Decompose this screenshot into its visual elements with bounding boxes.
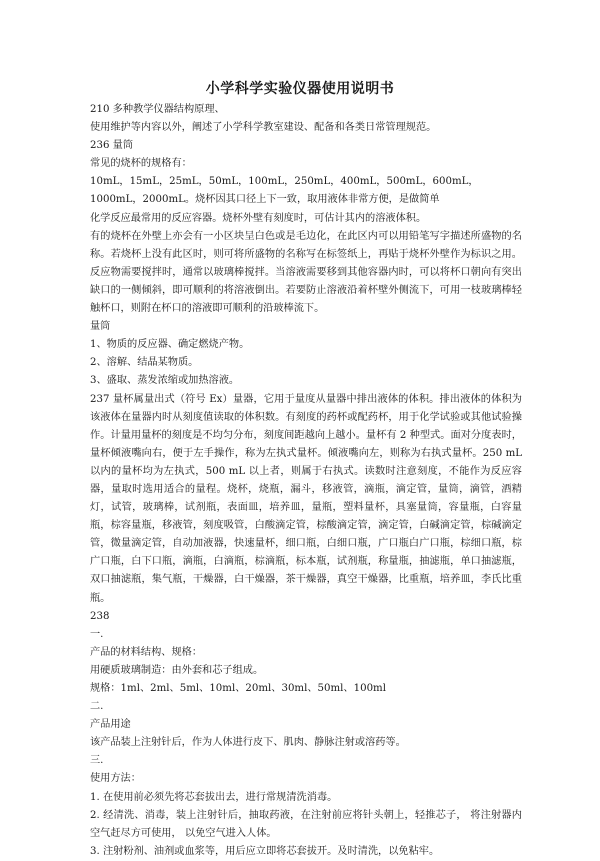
list-item: 1、物质的反应器、确定燃烧产物。 xyxy=(90,339,250,351)
section-heading-238: 238 xyxy=(90,610,110,622)
section-number: 三. xyxy=(90,755,104,767)
text-line: 10mL，15mL，25mL，50mL，100mL，250mL，400mL，500mL，600mL， xyxy=(90,176,479,188)
document-title: 小学科学实验仪器使用说明书 xyxy=(205,81,395,97)
text-line: 210 多种教学仪器结构原理、 xyxy=(90,104,225,115)
section-number: 二. xyxy=(90,701,104,713)
text-line: 1000mL，2000mL。烧杯因其口径上下一致，取用液体非常方便，是做简单 xyxy=(90,194,440,206)
text-line: 规格：1ml、2ml、5ml、10ml、20ml、30ml、50ml、100ml xyxy=(90,683,386,694)
text-line: 化学反应最常用的反应容器。烧杯外壁有刻度时，可估计其内的溶液体积。 xyxy=(90,212,427,224)
document-body xyxy=(90,101,522,861)
text-line: 常见的烧杯的规格有： xyxy=(90,158,192,170)
paragraph-beaker-labels: 有的烧杯在外壁上亦会有一小区块呈白色或是毛边化，在此区内可以用铅笔写字描述所盛物的名称。若烧杯上没有此区时，则可将所盛物的名称写在标签纸上，再贴于烧杯外壁作为标识之用。反应物需要搅拌时，通常以玻璃棒搅拌。当溶液需要移到其他容器内时，可以将杯口朝向有突出缺口的一侧倾斜，即可顺利的将溶液倒出。若要防止溶液沿着杯壁外侧流下，可用一枝玻璃棒轻触杯口，则附在杯口的溶液即可顺利的沿玻棒流下。 xyxy=(90,230,522,315)
text-line: 产品用途 xyxy=(90,719,131,731)
list-item: 3、盛取、蒸发浓缩或加热溶液。 xyxy=(90,375,240,387)
list-item: 2、溶解、结晶某物质。 xyxy=(90,357,199,369)
section-number: 一. xyxy=(90,628,104,640)
list-item: 3. 注射粉剂、油剂或血浆等，用后应立即将芯套拔开。及时清洗，以免粘牢。 xyxy=(90,845,440,857)
text-line: 用硬质玻璃制造：由外套和芯子组成。 xyxy=(90,664,264,676)
text-line: 产品的材料结构、规格： xyxy=(90,646,203,658)
section-heading-measuring-cylinder: 量筒 xyxy=(90,321,111,333)
paragraph-237-measuring-cup: 237 量杯属量出式（符号 Ex）量器，它用于量度从量器中排出液体的体积。排出液体的体积为该液体在量器内时从刻度值读取的体积数。有刻度的药杯或配药杯，用于化学试验或其他试验操作。计量用量杯的刻度是不均匀分布，刻度间距越向上越小。量杯有 2 种型式。面对分度表时，量杯倾液嘴向右，便于左手操作，称为左执式量杯。倾液嘴向左，则称为右执式量杯。250 mL 以内的量杯均为左执式，500 mL 以上者，则属于右执式。读数时注意刻度，不能作为反应容器，量取时选用适合的量程。烧杯，烧瓶，漏斗，移液管，滴瓶，滴定管，量筒，滴管，酒精灯，试管，玻璃棒，试剂瓶，表面皿，培养皿，量瓶，塑料量杯，具塞量筒，容量瓶，白容量瓶，棕容量瓶，移液管，刻度吸管，白酸滴定管，棕酸滴定管，滴定管，白碱滴定管，棕碱滴定管，微量滴定管，自动加液器，快速量杯，细口瓶，白细口瓶，广口瓶白广口瓶，棕细口瓶，棕广口瓶，白下口瓶，滴瓶，白滴瓶，棕滴瓶，标本瓶，试剂瓶，称量瓶，抽滤瓶，单口抽滤瓶，双口抽滤瓶，集气瓶，干燥器，白干燥器，茶干燥器，真空干燥器，比重瓶，培养皿，李氏比重瓶。 xyxy=(90,393,522,604)
list-item: 1. 在使用前必须先将芯套拔出去，进行常规清洗消毒。 xyxy=(90,791,338,803)
text-line: 使用维护等内容以外，阐述了小学科学教室建设、配备和各类日常管理规范。 xyxy=(90,122,437,134)
text-line: 使用方法： xyxy=(90,773,141,785)
list-item-paragraph: 2. 经清洗、消毒，装上注射针后，抽取药液，在注射前应将针头朝上，轻推芯子， 将注射器内空气赶尽方可使用， 以免空气进入人体。 xyxy=(90,809,522,839)
section-heading-236: 236 量筒 xyxy=(90,140,134,152)
text-line: 该产品装上注射针后，作为人体进行皮下、肌肉、静脉注射或溶药等。 xyxy=(90,737,406,749)
